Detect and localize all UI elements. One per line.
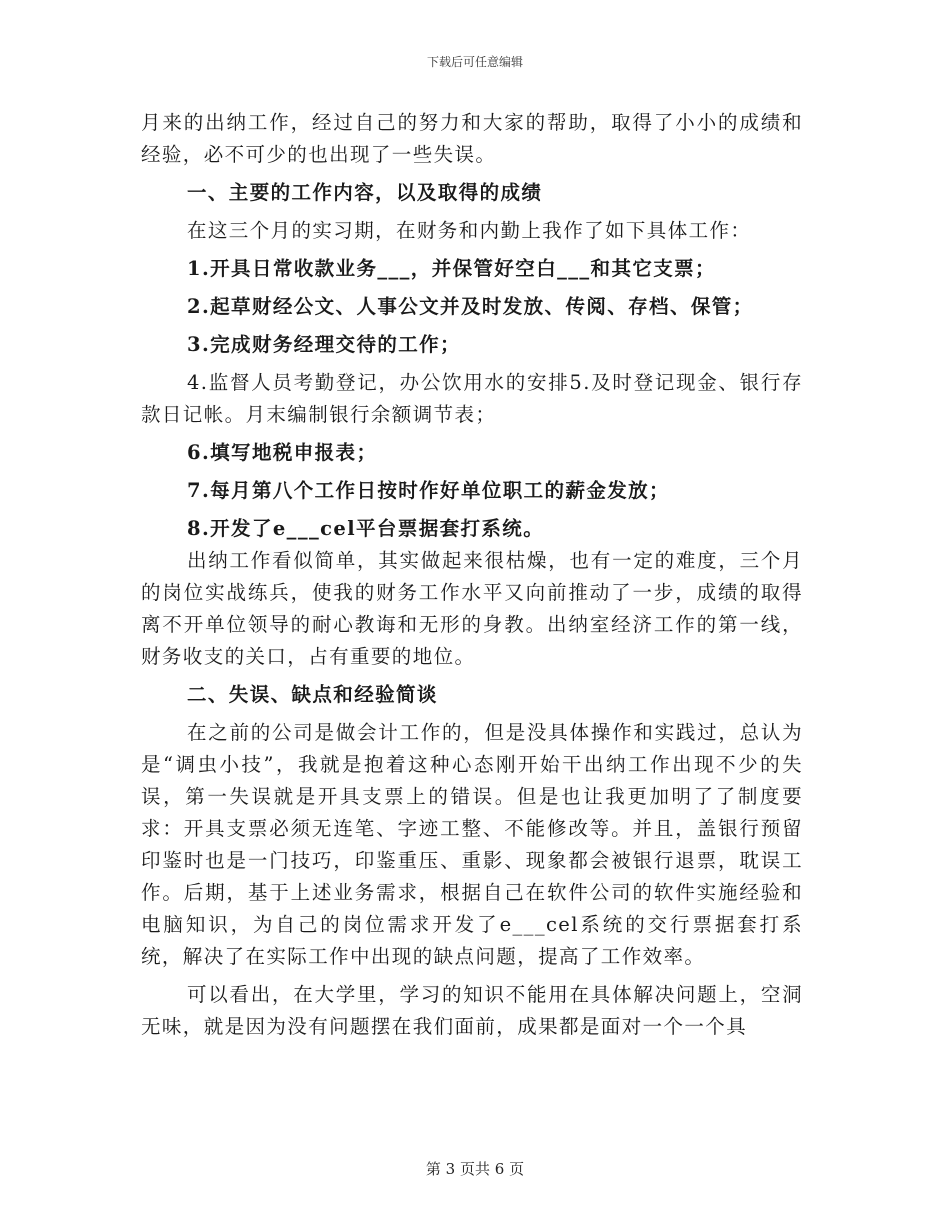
section-heading-2: 二、失误、缺点和经验简谈: [187, 683, 438, 706]
paragraph-conclusion: 可以看出，在大学里，学习的知识不能用在具体解决问题上，空洞无味，就是因为没有问题摆在我们面前，成果都是面对一个一个具: [141, 983, 803, 1038]
list-item-8: 8.开发了e___cel平台票据套打系统。: [187, 517, 545, 540]
list-item-3: 3.完成财务经理交待的工作；: [187, 333, 461, 356]
paragraph-cashier-work: 出纳工作看似简单，其实做起来很枯燥，也有一定的难度，三个月的岗位实战练兵，使我的财务工作水平又向前推动了一步，成绩的取得离不开单位领导的耐心教诲和无形的身教。出纳室经济工作的第一线，财务收支的关口，占有重要的地位。: [141, 549, 803, 668]
section-heading-1: 一、主要的工作内容，以及取得的成绩: [187, 181, 543, 204]
list-item-4-5: 4.监督人员考勤登记，办公饮用水的安排5.及时登记现金、银行存款日记帐。月末编制银行余额调节表；: [141, 371, 803, 426]
document-body: [141, 107, 803, 1043]
list-item-2: 2.起草财经公文、人事公文并及时发放、传阅、存档、保管；: [187, 295, 754, 318]
list-item-7: 7.每月第八个工作日按时作好单位职工的薪金发放；: [187, 479, 670, 502]
paragraph-intro: 月来的出纳工作，经过自己的努力和大家的帮助，取得了小小的成绩和经验，必不可少的也出现了一些失误。: [141, 111, 803, 166]
page-footer: 第 3 页共 6 页: [425, 1160, 525, 1178]
paragraph-work-intro: 在这三个月的实习期，在财务和内勤上我作了如下具体工作：: [187, 219, 752, 242]
list-item-1: 1.开具日常收款业务___，并保管好空白___和其它支票；: [187, 257, 716, 280]
list-item-6: 6.填写地税申报表；: [187, 441, 378, 464]
paragraph-mistakes: 在之前的公司是做会计工作的，但是没具体操作和实践过，总认为是“调虫小技”，我就是抱着这种心态刚开始干出纳工作出现不少的失误，第一失误就是开具支票上的错误。但是也让我更加明了了制度要求：开具支票必须无连笔、字迹工整、不能修改等。并且，盖银行预留印鉴时也是一门技巧，印鉴重压、重影、现象都会被银行退票，耽误工作。后期，基于上述业务需求，根据自己在软件公司的软件实施经验和电脑知识，为自己的岗位需求开发了e___cel系统的交行票据套打系统，解决了在实际工作中出现的缺点问题，提高了工作效率。: [141, 721, 803, 968]
page-header: 下载后可任意编辑: [426, 55, 523, 69]
